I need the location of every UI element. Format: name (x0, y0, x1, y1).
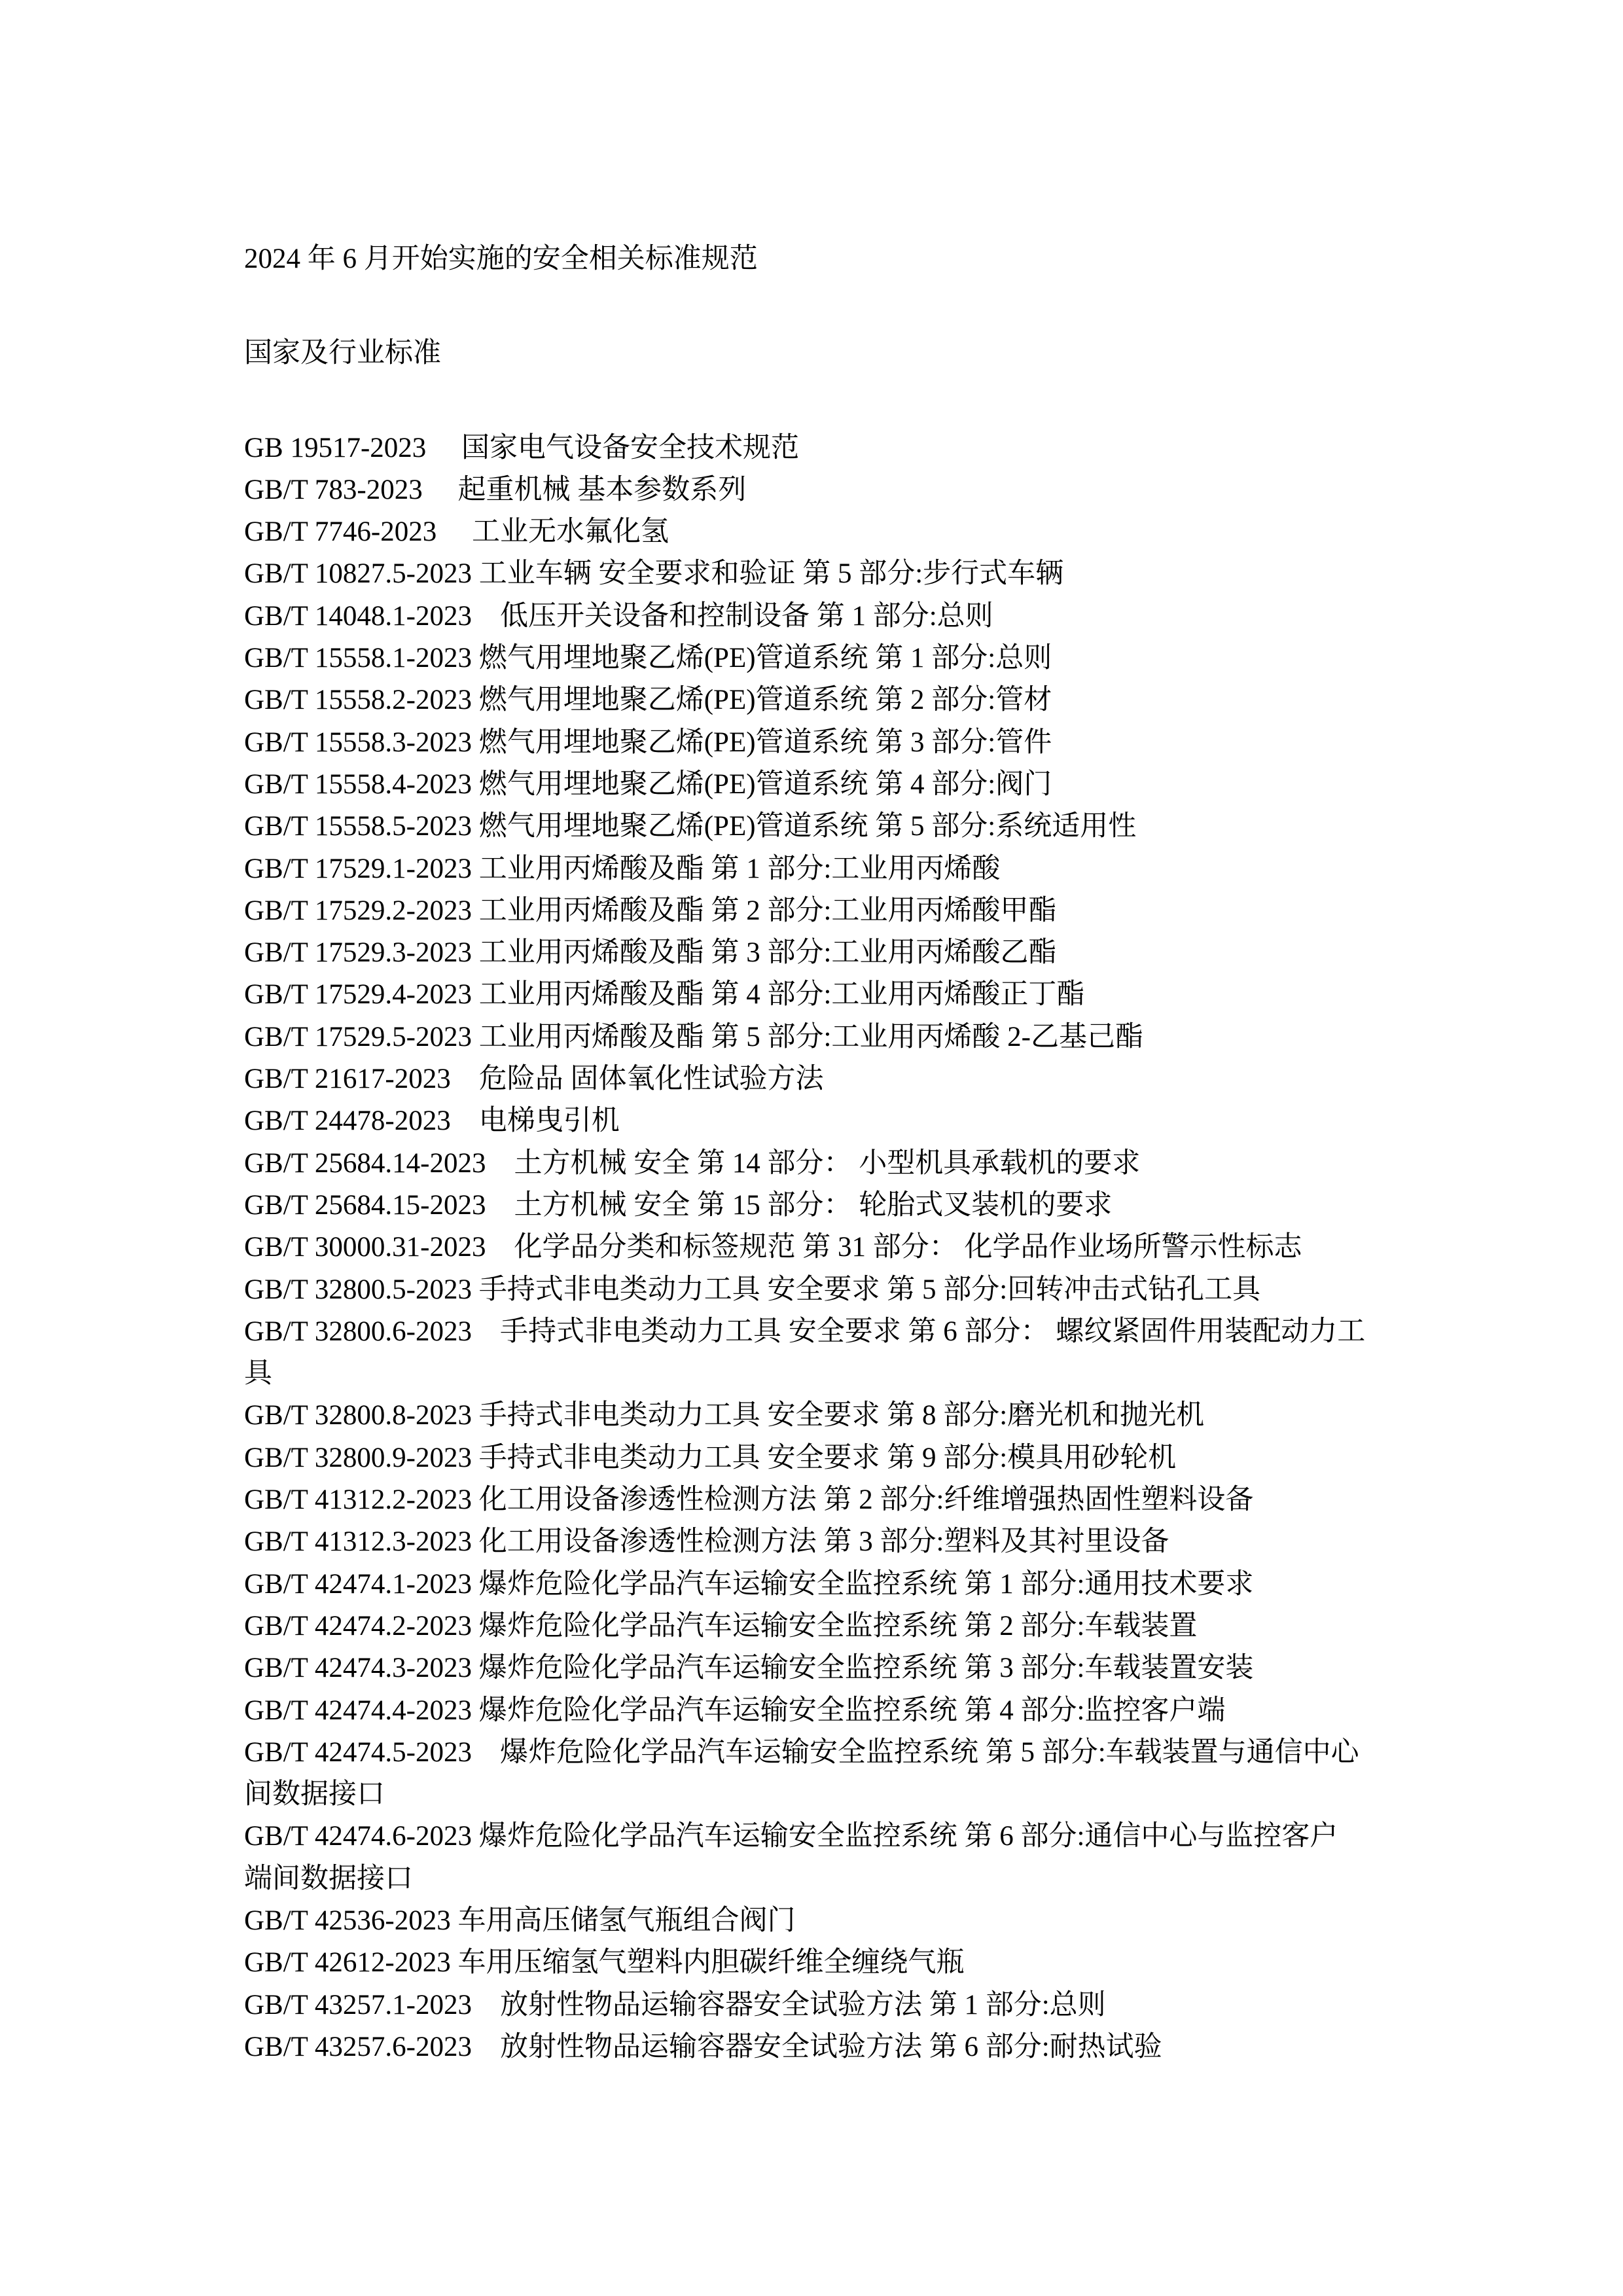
standard-line: GB/T 41312.3-2023 化工用设备渗透性检测方法 第 3 部分:塑料及其衬里设备 (244, 1526, 1169, 1558)
standard-line: GB/T 17529.2-2023 工业用丙烯酸及酯 第 2 部分:工业用丙烯酸甲酯 (244, 895, 1057, 926)
standard-line: GB/T 15558.4-2023 燃气用埋地聚乙烯(PE)管道系统 第 4 部分:阀门 (244, 768, 1052, 800)
standard-line: GB/T 42474.6-2023 爆炸危险化学品汽车运输安全监控系统 第 6 部分:通信中心与监控客户 (244, 1821, 1338, 1852)
section-header: 国家及行业标准 (244, 338, 441, 369)
standard-line: GB 19517-2023 国家电气设备安全技术规范 (244, 432, 800, 463)
standard-line: GB/T 32800.8-2023 手持式非电类动力工具 安全要求 第 8 部分:磨光机和抛光机 (244, 1400, 1205, 1431)
standard-line: 端间数据接口 (244, 1863, 413, 1894)
standard-line: GB/T 17529.5-2023 工业用丙烯酸及酯 第 5 部分:工业用丙烯酸 2-乙基己酯 (244, 1021, 1144, 1052)
standard-line: GB/T 25684.14-2023 土方机械 安全 第 14 部分： 小型机具承载机的要求 (244, 1147, 1141, 1179)
standard-line: GB/T 43257.1-2023 放射性物品运输容器安全试验方法 第 1 部分:总则 (244, 1989, 1106, 2020)
standard-line: GB/T 32800.5-2023 手持式非电类动力工具 安全要求 第 5 部分:回转冲击式钻孔工具 (244, 1274, 1261, 1305)
standard-line: GB/T 42612-2023 车用压缩氢气塑料内胆碳纤维全缠绕气瓶 (244, 1947, 965, 1979)
standard-line: GB/T 17529.3-2023 工业用丙烯酸及酯 第 3 部分:工业用丙烯酸乙酯 (244, 937, 1057, 969)
standard-line: GB/T 32800.6-2023 手持式非电类动力工具 安全要求 第 6 部分： 螺纹紧固件用装配动力工 (244, 1316, 1366, 1347)
standard-line: GB/T 42536-2023 车用高压储氢气瓶组合阀门 (244, 1905, 796, 1936)
standard-line: GB/T 15558.1-2023 燃气用埋地聚乙烯(PE)管道系统 第 1 部分:总则 (244, 643, 1052, 674)
standard-line: 间数据接口 (244, 1779, 385, 1810)
standard-line: GB/T 42474.2-2023 爆炸危险化学品汽车运输安全监控系统 第 2 部分:车载装置 (244, 1610, 1198, 1641)
blank-line (244, 280, 1387, 332)
standard-line: GB/T 43257.6-2023 放射性物品运输容器安全试验方法 第 6 部分:耐热试验 (244, 2031, 1162, 2062)
standard-line: GB/T 42474.5-2023 爆炸危险化学品汽车运输安全监控系统 第 5 部分:车载装置与通信中心 (244, 1736, 1359, 1768)
standard-line: GB/T 24478-2023 电梯曳引机 (244, 1105, 620, 1137)
standard-line: GB/T 17529.1-2023 工业用丙烯酸及酯 第 1 部分:工业用丙烯酸 (244, 853, 1001, 884)
standard-line: GB/T 42474.3-2023 爆炸危险化学品汽车运输安全监控系统 第 3 部分:车载装置安装 (244, 1653, 1254, 1684)
standard-line: GB/T 7746-2023 工业无水氟化氢 (244, 516, 669, 548)
standard-line: GB/T 15558.3-2023 燃气用埋地聚乙烯(PE)管道系统 第 3 部分:管件 (244, 726, 1052, 758)
standard-line: GB/T 42474.1-2023 爆炸危险化学品汽车运输安全监控系统 第 1 部分:通用技术要求 (244, 1568, 1254, 1600)
standard-line: GB/T 41312.2-2023 化工用设备渗透性检测方法 第 2 部分:纤维增强热固性塑料设备 (244, 1484, 1254, 1516)
standard-line: GB/T 30000.31-2023 化学品分类和标签规范 第 31 部分： 化学品作业场所警示性标志 (244, 1232, 1302, 1263)
standard-line: GB/T 42474.4-2023 爆炸危险化学品汽车运输安全监控系统 第 4 部分:监控客户端 (244, 1695, 1226, 1726)
document-title: 2024 年 6 月开始实施的安全相关标准规范 (244, 243, 758, 274)
standard-line: 具 (244, 1358, 272, 1390)
standard-line: GB/T 783-2023 起重机械 基本参数系列 (244, 474, 747, 505)
standard-line: GB/T 10827.5-2023 工业车辆 安全要求和验证 第 5 部分:步行式车辆 (244, 558, 1064, 590)
standard-line: GB/T 25684.15-2023 土方机械 安全 第 15 部分： 轮胎式叉装机的要求 (244, 1189, 1113, 1221)
standard-line: GB/T 15558.5-2023 燃气用埋地聚乙烯(PE)管道系统 第 5 部分:系统适用性 (244, 811, 1137, 842)
blank-line (244, 375, 1387, 427)
standard-line: GB/T 17529.4-2023 工业用丙烯酸及酯 第 4 部分:工业用丙烯酸正丁酯 (244, 979, 1085, 1011)
standard-line: GB/T 14048.1-2023 低压开关设备和控制设备 第 1 部分:总则 (244, 600, 993, 632)
standard-line: GB/T 15558.2-2023 燃气用埋地聚乙烯(PE)管道系统 第 2 部分:管材 (244, 685, 1052, 716)
standards-list (244, 427, 1387, 2069)
standard-line: GB/T 21617-2023 危险品 固体氧化性试验方法 (244, 1064, 824, 1095)
standard-line: GB/T 32800.9-2023 手持式非电类动力工具 安全要求 第 9 部分:模具用砂轮机 (244, 1442, 1177, 1473)
